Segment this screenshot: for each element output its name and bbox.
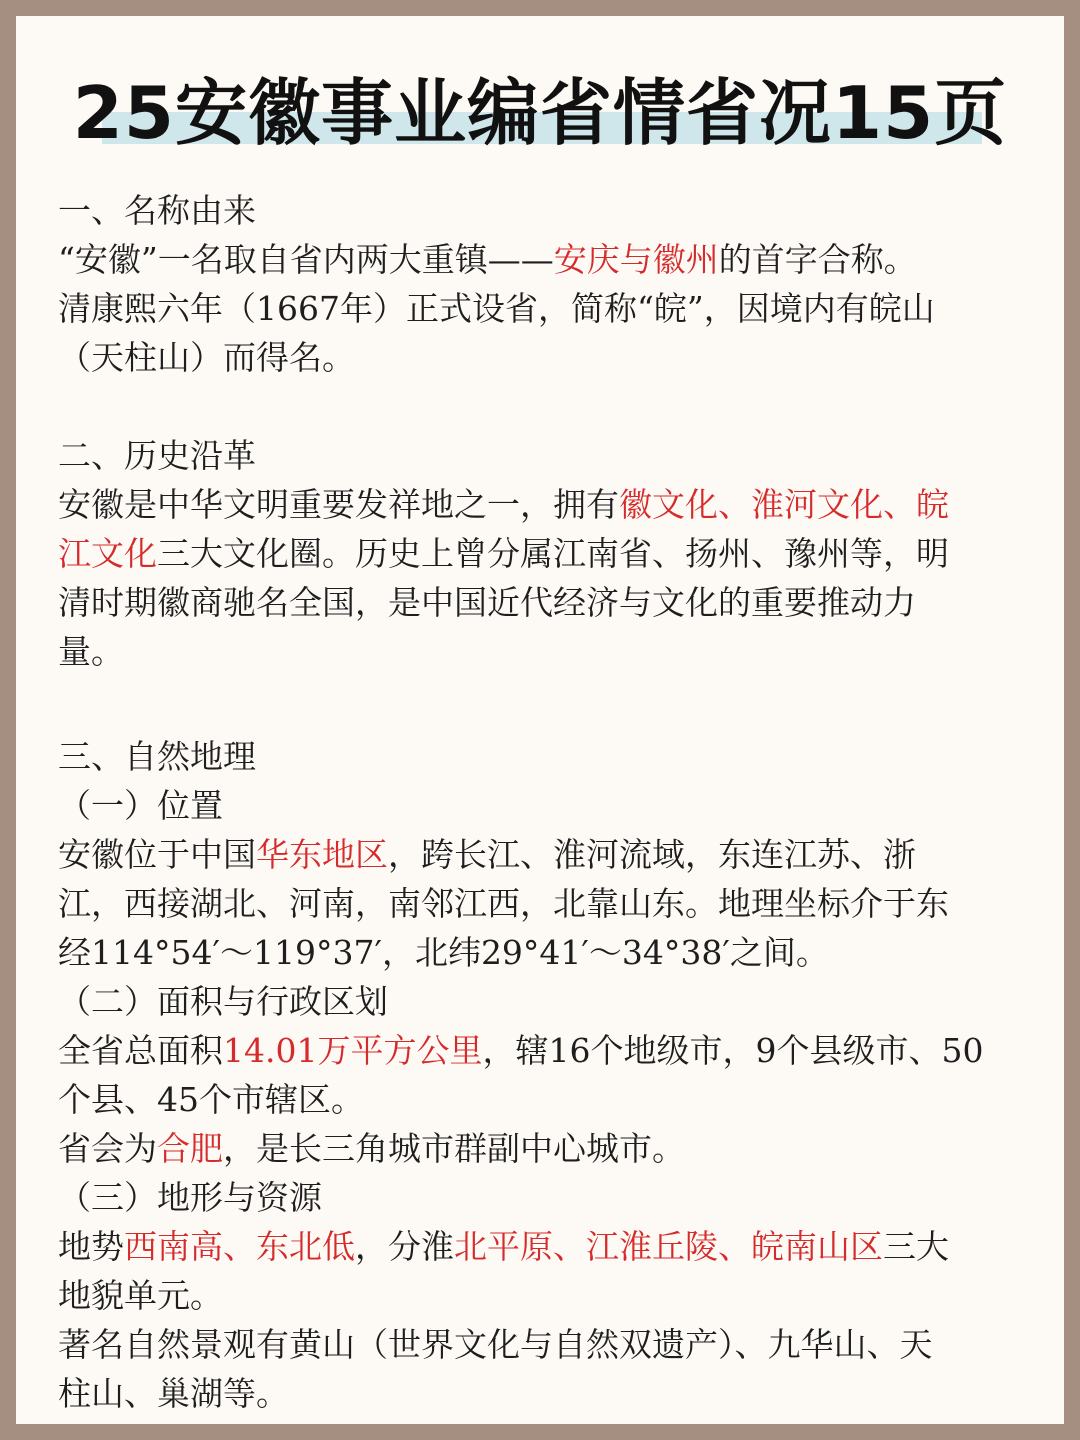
paragraph-line xyxy=(58,1222,1028,1271)
highlight-text: 14.01万平方公里 xyxy=(223,1031,483,1070)
text: ，是长三角城市群副中心城市。 xyxy=(223,1129,685,1168)
document-body xyxy=(58,186,1028,1418)
subsection-heading: （一）位置 xyxy=(58,786,223,825)
paragraph-line xyxy=(58,235,1028,284)
paragraph-line xyxy=(58,480,1028,529)
text: ，辖16个地级市，9个县级市、50 xyxy=(482,1031,984,1070)
paragraph-line: 个县、45个市辖区。 xyxy=(58,1080,364,1119)
paragraph-line: （天柱山）而得名。 xyxy=(58,338,355,377)
text: 三大文化圈。历史上曾分属江南省、扬州、豫州等，明 xyxy=(157,534,949,573)
text: 安徽是中华文明重要发祥地之一，拥有 xyxy=(58,485,619,524)
text: “安徽”一名取自省内两大重镇—— xyxy=(58,240,554,279)
text: ，分淮 xyxy=(355,1227,454,1266)
paragraph-line xyxy=(58,529,1028,578)
paragraph-line: 清时期徽商驰名全国，是中国近代经济与文化的重要推动力 xyxy=(58,583,916,622)
section-3-heading: 三、自然地理 xyxy=(58,737,256,776)
title-area xyxy=(16,68,1064,158)
text: 省会为 xyxy=(58,1129,157,1168)
page-title: 25安徽事业编省情省况15页 xyxy=(72,71,1008,155)
highlight-text: 西南高、东北低 xyxy=(124,1227,355,1266)
paragraph-line: 清康熙六年（1667年）正式设省，简称“皖”，因境内有皖山 xyxy=(58,289,935,328)
subsection-heading: （三）地形与资源 xyxy=(58,1178,322,1217)
paragraph-line: 经114°54′～119°37′，北纬29°41′～34°38′之间。 xyxy=(58,933,829,972)
paragraph-line: 柱山、巢湖等。 xyxy=(58,1374,289,1413)
highlight-text: 北平原、江淮丘陵、皖南山区 xyxy=(454,1227,883,1266)
paragraph-line xyxy=(58,1026,1028,1075)
paragraph-line: 地貌单元。 xyxy=(58,1276,223,1315)
section-1-heading: 一、名称由来 xyxy=(58,191,256,230)
paragraph-line xyxy=(58,830,1028,879)
text: ，跨长江、淮河流域，东连江苏、浙 xyxy=(388,835,916,874)
highlight-text: 安庆与徽州 xyxy=(553,240,719,279)
highlight-text: 江文化 xyxy=(58,534,157,573)
subsection-heading: （二）面积与行政区划 xyxy=(58,982,388,1021)
highlight-text: 徽文化、淮河文化、皖 xyxy=(619,485,949,524)
paragraph-line: 江，西接湖北、河南，南邻江西，北靠山东。地理坐标介于东 xyxy=(58,884,949,923)
section-2-heading: 二、历史沿革 xyxy=(58,436,256,475)
text: 全省总面积 xyxy=(58,1031,223,1070)
paragraph-line xyxy=(58,1124,1028,1173)
paragraph-line: 量。 xyxy=(58,632,124,671)
highlight-text: 合肥 xyxy=(157,1129,223,1168)
text: 地势 xyxy=(58,1227,124,1266)
paragraph-line: 著名自然景观有黄山（世界文化与自然双遗产）、九华山、天 xyxy=(58,1325,933,1364)
page xyxy=(16,16,1064,1424)
text: 的首字合称。 xyxy=(718,240,917,279)
text: 安徽位于中国 xyxy=(58,835,256,874)
text: 三大 xyxy=(883,1227,949,1266)
highlight-text: 华东地区 xyxy=(256,835,388,874)
